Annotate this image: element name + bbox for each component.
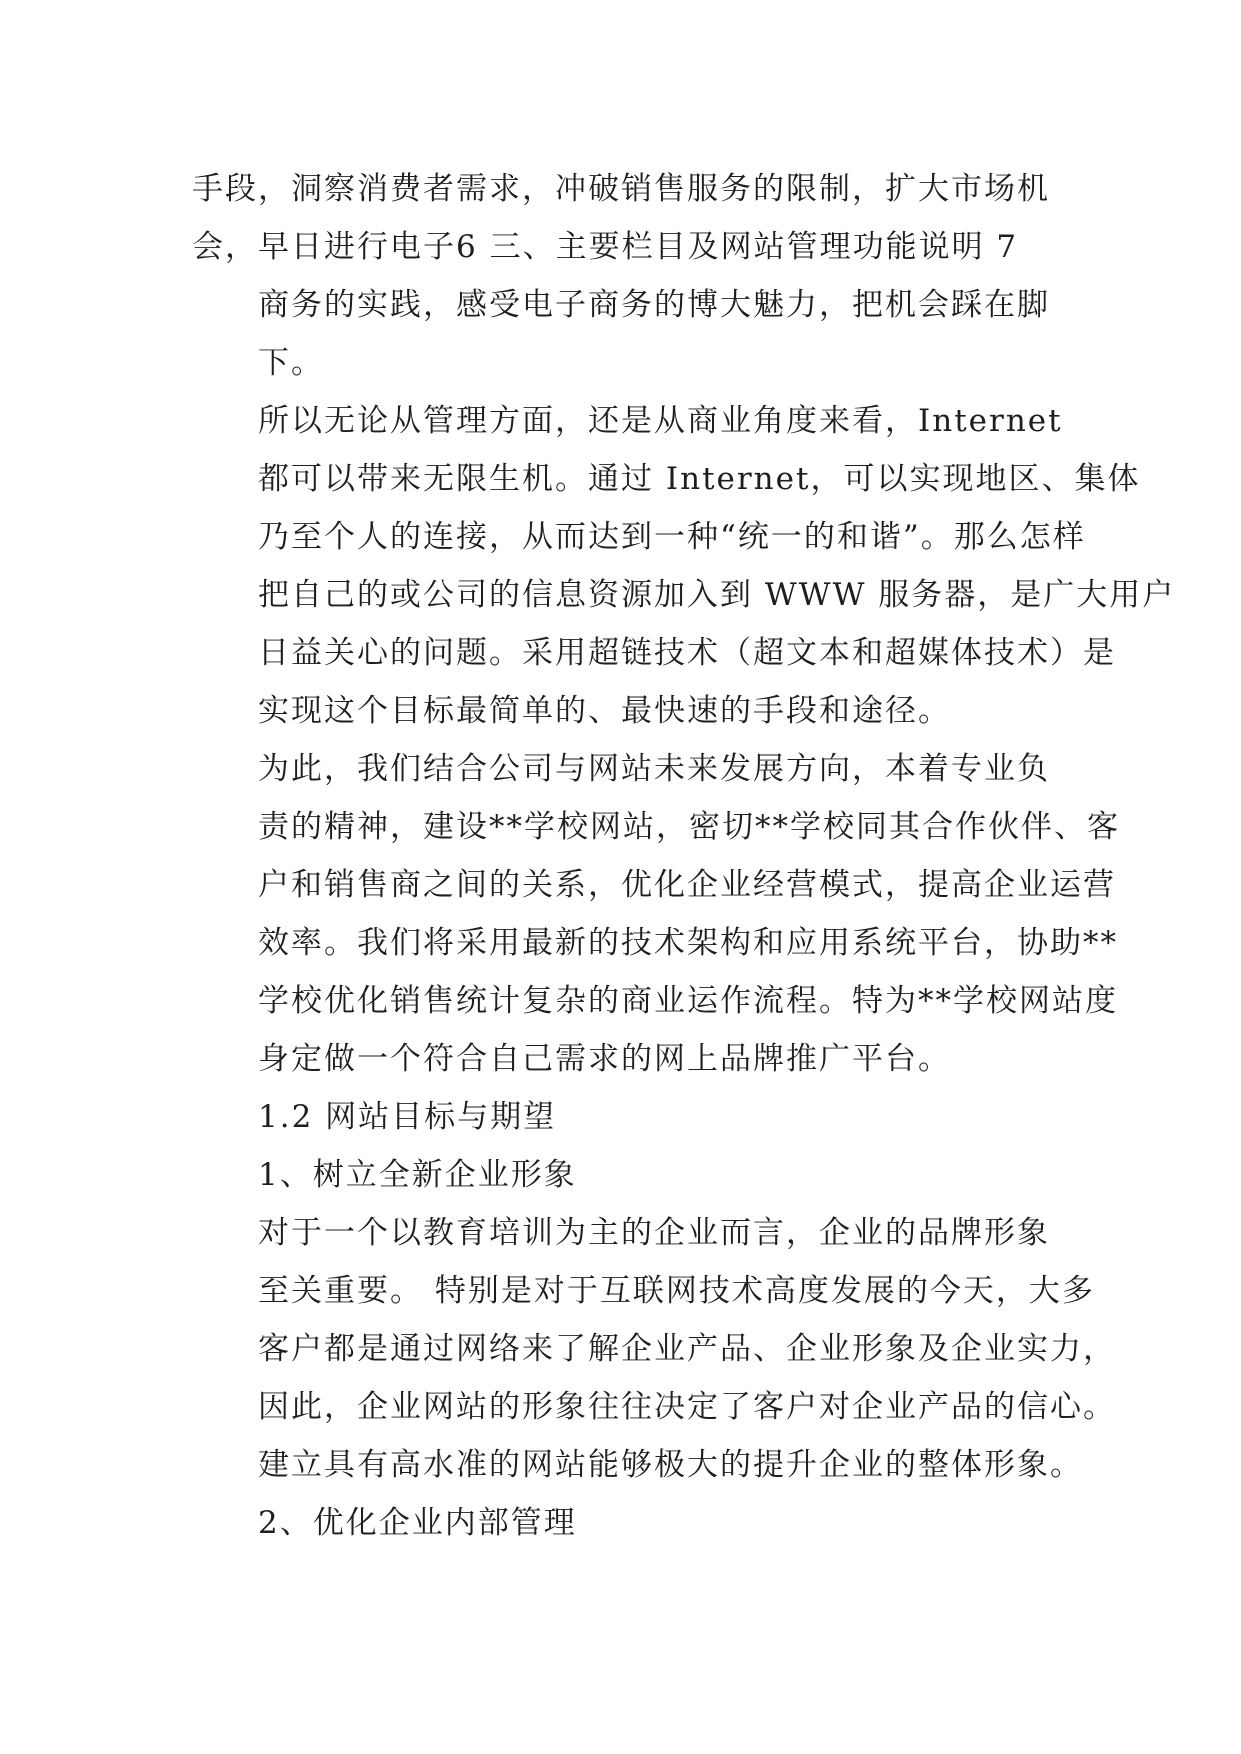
text-line: 会，早日进行电子6 三、主要栏目及网站管理功能说明 7 <box>192 229 1019 265</box>
text-line: 对于一个以教育培训为主的企业而言，企业的品牌形象 <box>258 1215 1050 1251</box>
text-line: 户和销售商之间的关系，优化企业经营模式，提高企业运营 <box>258 867 1116 903</box>
paragraph <box>192 1146 1052 1204</box>
text-line: 1.2 网站目标与期望 <box>258 1099 557 1135</box>
text-line: 建立具有高水准的网站能够极大的提升企业的整体形象。 <box>258 1447 1083 1483</box>
text-line: 1、树立全新企业形象 <box>258 1157 577 1193</box>
text-line: 因此，企业网站的形象往往决定了客户对企业产品的信心。 <box>258 1389 1116 1425</box>
paragraph <box>192 740 1120 1088</box>
text-line: 效率。我们将采用最新的技术架构和应用系统平台，协助** <box>258 925 1118 961</box>
paragraph <box>192 1204 1116 1494</box>
text-line: 实现这个目标最简单的、最快速的手段和途径。 <box>258 693 951 729</box>
text-line: 乃至个人的连接，从而达到一种“统一的和谐”。那么怎样 <box>258 519 1086 555</box>
paragraph <box>192 276 1052 392</box>
paragraph <box>192 1494 1052 1552</box>
text-line: 把自己的或公司的信息资源加入到 WWW 服务器，是广大用户 <box>258 577 1176 613</box>
text-line: 2、优化企业内部管理 <box>258 1505 577 1541</box>
document-body <box>192 160 1176 1552</box>
text-line: 为此，我们结合公司与网站未来发展方向，本着专业负 <box>258 751 1050 787</box>
paragraph <box>192 160 1052 276</box>
text-line: 下。 <box>258 345 324 381</box>
text-line: 所以无论从管理方面，还是从商业角度来看，Internet <box>258 403 1063 439</box>
text-line: 学校优化销售统计复杂的商业运作流程。特为**学校网站度 <box>258 983 1118 1019</box>
text-line: 责的精神，建设**学校网站，密切**学校同其合作伙伴、客 <box>258 809 1120 845</box>
paragraph <box>192 392 1176 740</box>
text-line: 都可以带来无限生机。通过 Internet，可以实现地区、集体 <box>258 461 1141 497</box>
text-line: 日益关心的问题。采用超链技术（超文本和超媒体技术）是 <box>258 635 1116 671</box>
text-line: 身定做一个符合自己需求的网上品牌推广平台。 <box>258 1041 951 1077</box>
text-line: 客户都是通过网络来了解企业产品、企业形象及企业实力， <box>258 1331 1116 1367</box>
text-line: 至关重要。 特别是对于互联网技术高度发展的今天，大多 <box>258 1273 1095 1309</box>
paragraph <box>192 1088 1052 1146</box>
text-line: 商务的实践，感受电子商务的博大魅力，把机会踩在脚 <box>258 287 1050 323</box>
text-line: 手段，洞察消费者需求，冲破销售服务的限制，扩大市场机 <box>192 171 1050 207</box>
